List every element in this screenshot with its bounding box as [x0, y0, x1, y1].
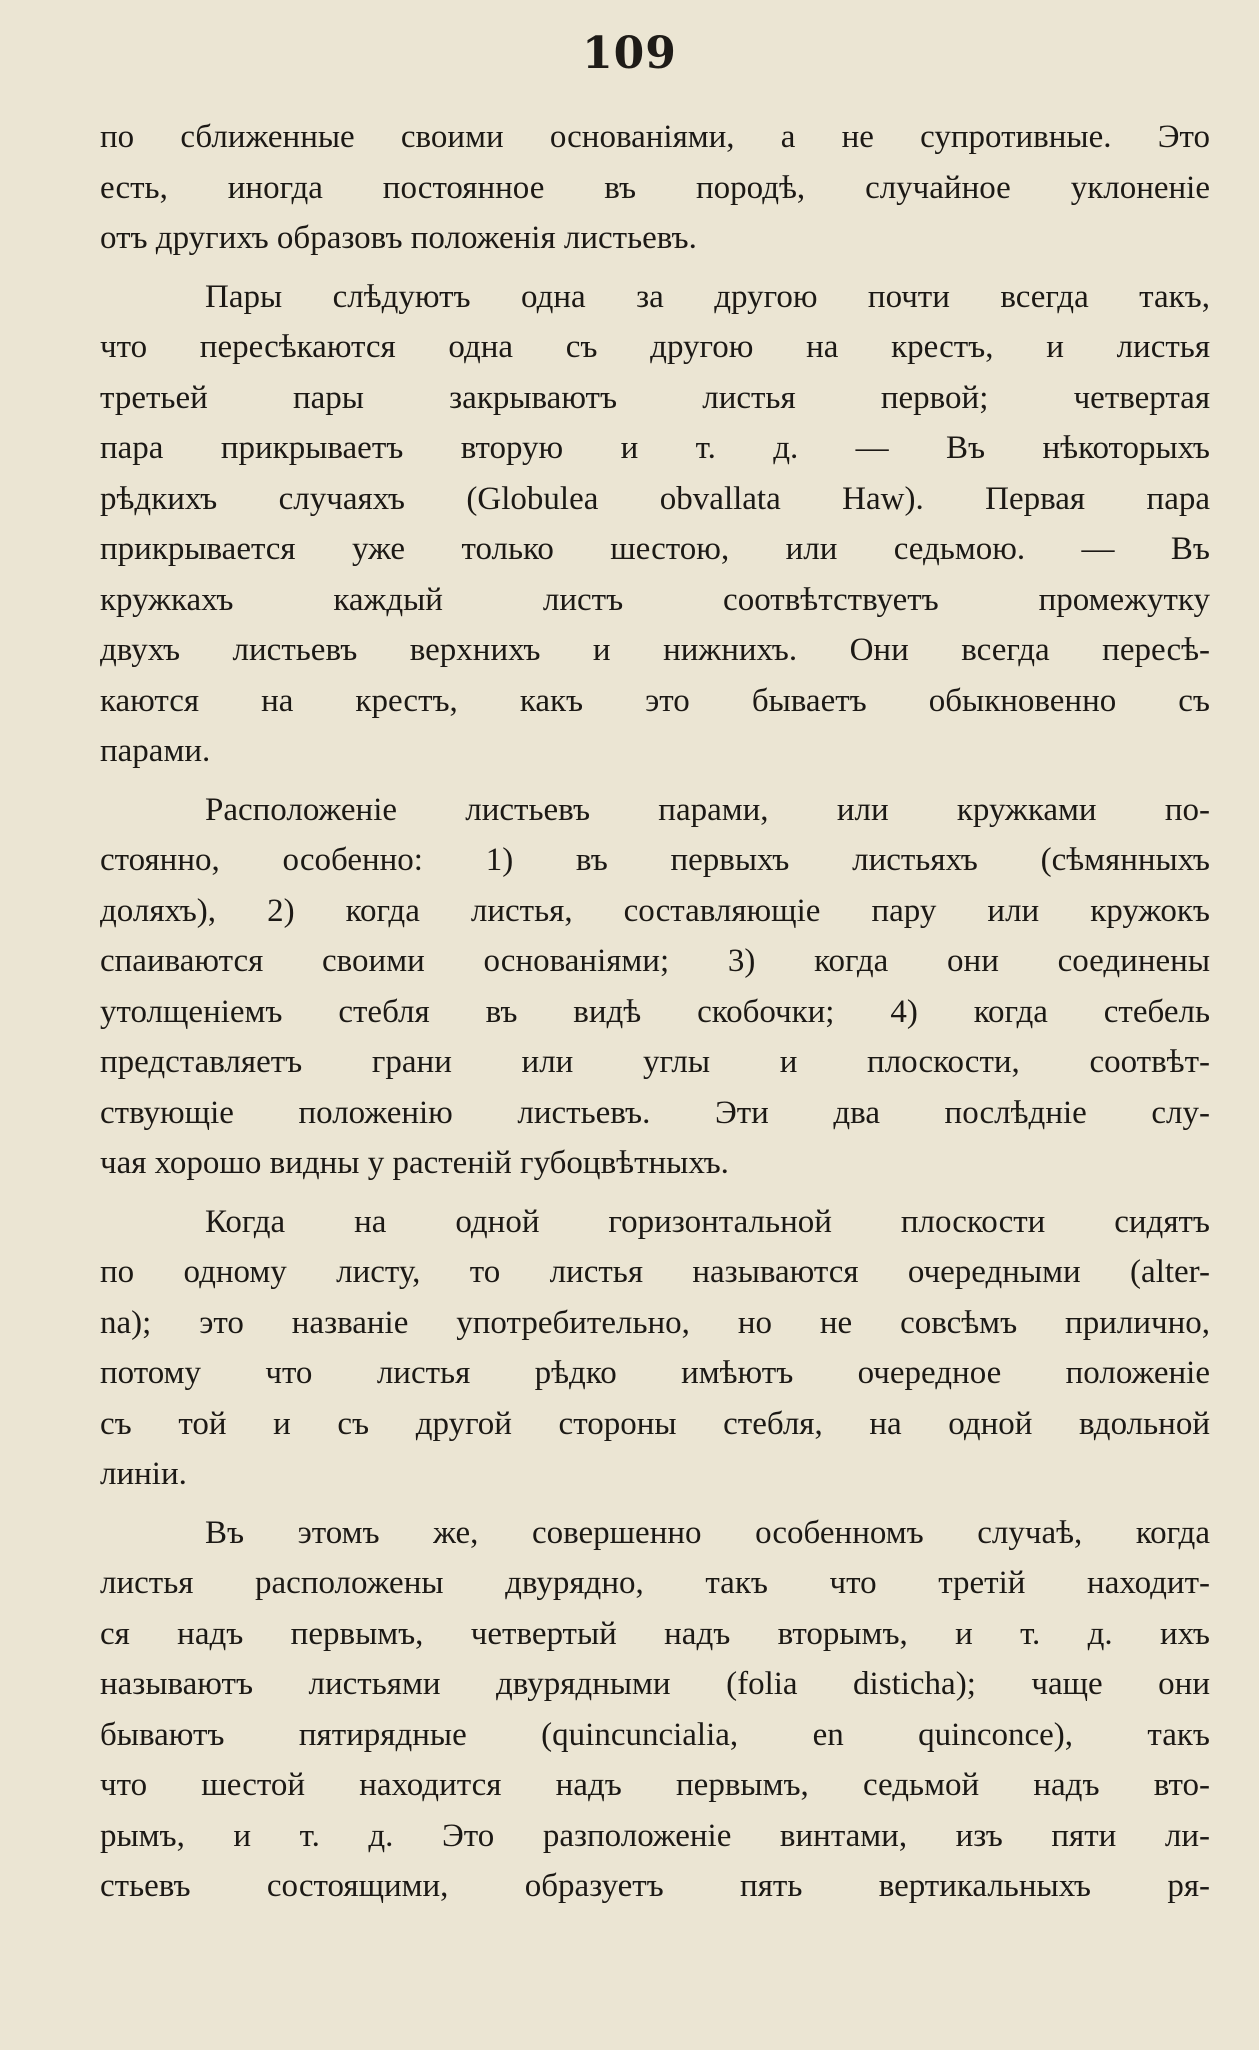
text-line: Пары слѣдуютъ одна за другою почти всегда такъ, — [205, 278, 1210, 315]
text-line: Расположеніе листьевъ парами, или кружками по- — [205, 791, 1210, 828]
text-line: ствующіе положенію листьевъ. Эти два послѣдніе слу- — [100, 1094, 1210, 1131]
text-line: доляхъ), 2) когда листья, составляющіе пару или кружокъ — [100, 892, 1210, 929]
text-line: по сближенные своими основаніями, а не супротивные. Это — [100, 119, 1210, 155]
text-line: что шестой находится надъ первымъ, седьмой надъ вто- — [100, 1767, 1210, 1803]
text-line: утолщеніемъ стебля въ видѣ скобочки; 4) когда стебель — [100, 993, 1210, 1030]
text-line: съ той и съ другой стороны стебля, на одной вдольной — [100, 1405, 1210, 1442]
text-line: Въ этомъ же, совершенно особенномъ случаѣ, когда — [205, 1514, 1210, 1551]
text-line: отъ другихъ образовъ положенія листьевъ. — [100, 220, 697, 256]
text-line: что пересѣкаются одна съ другою на крестъ, и листья — [100, 329, 1210, 365]
text-line: бываютъ пятирядные (quincuncialia, en quinconce), такъ — [100, 1716, 1210, 1753]
paragraph-1 — [100, 112, 1210, 264]
text-line: третьей пары закрываютъ листья первой; четвертая — [100, 379, 1210, 416]
text-line: na); это названіе употребительно, но не совсѣмъ прилично, — [100, 1304, 1210, 1341]
text-line: линіи. — [100, 1456, 187, 1492]
text-line: прикрывается уже только шестою, или седьмою. — Въ — [100, 531, 1210, 567]
text-line: кружкахъ каждый листъ соотвѣтствуетъ промежутку — [100, 581, 1210, 618]
body-text — [100, 112, 1210, 1912]
text-line: потому что листья рѣдко имѣютъ очередное положеніе — [100, 1355, 1210, 1391]
text-line: каются на крестъ, какъ это бываетъ обыкновенно съ — [100, 682, 1210, 719]
paragraph-2 — [100, 272, 1210, 777]
paragraph-3 — [100, 785, 1210, 1189]
text-line: чая хорошо видны у растеній губоцвѣтныхъ. — [100, 1145, 729, 1181]
text-line: парами. — [100, 733, 211, 769]
text-line: по одному листу, то листья называются очередными (alter- — [100, 1254, 1210, 1290]
text-line: стьевъ состоящими, образуетъ пять вертикальныхъ ря- — [100, 1868, 1210, 1904]
text-line: листья расположены двурядно, такъ что третій находит- — [100, 1565, 1210, 1601]
text-line: рѣдкихъ случаяхъ (Globulea obvallata Haw). Первая пара — [100, 480, 1210, 517]
page-number: 109 — [582, 28, 677, 79]
text-line: Когда на одной горизонтальной плоскости сидятъ — [205, 1203, 1210, 1240]
text-line: рымъ, и т. д. Это разположеніе винтами, изъ пяти ли- — [100, 1817, 1210, 1854]
text-line: стоянно, особенно: 1) въ первыхъ листьяхъ (сѣмянныхъ — [100, 842, 1210, 878]
text-line: двухъ листьевъ верхнихъ и нижнихъ. Они всегда пересѣ- — [100, 632, 1210, 668]
text-line: ся надъ первымъ, четвертый надъ вторымъ, и т. д. ихъ — [100, 1615, 1210, 1652]
text-line: представляетъ грани или углы и плоскости, соотвѣт- — [100, 1044, 1210, 1080]
text-line: спаиваются своими основаніями; 3) когда они соединены — [100, 943, 1210, 979]
paragraph-5 — [100, 1508, 1210, 1912]
text-line: пара прикрываетъ вторую и т. д. — Въ нѣкоторыхъ — [100, 430, 1210, 466]
text-line: называютъ листьями двурядными (folia disticha); чаще они — [100, 1666, 1210, 1702]
paragraph-4 — [100, 1197, 1210, 1500]
text-line: есть, иногда постоянное въ породѣ, случайное уклоненіе — [100, 169, 1210, 206]
